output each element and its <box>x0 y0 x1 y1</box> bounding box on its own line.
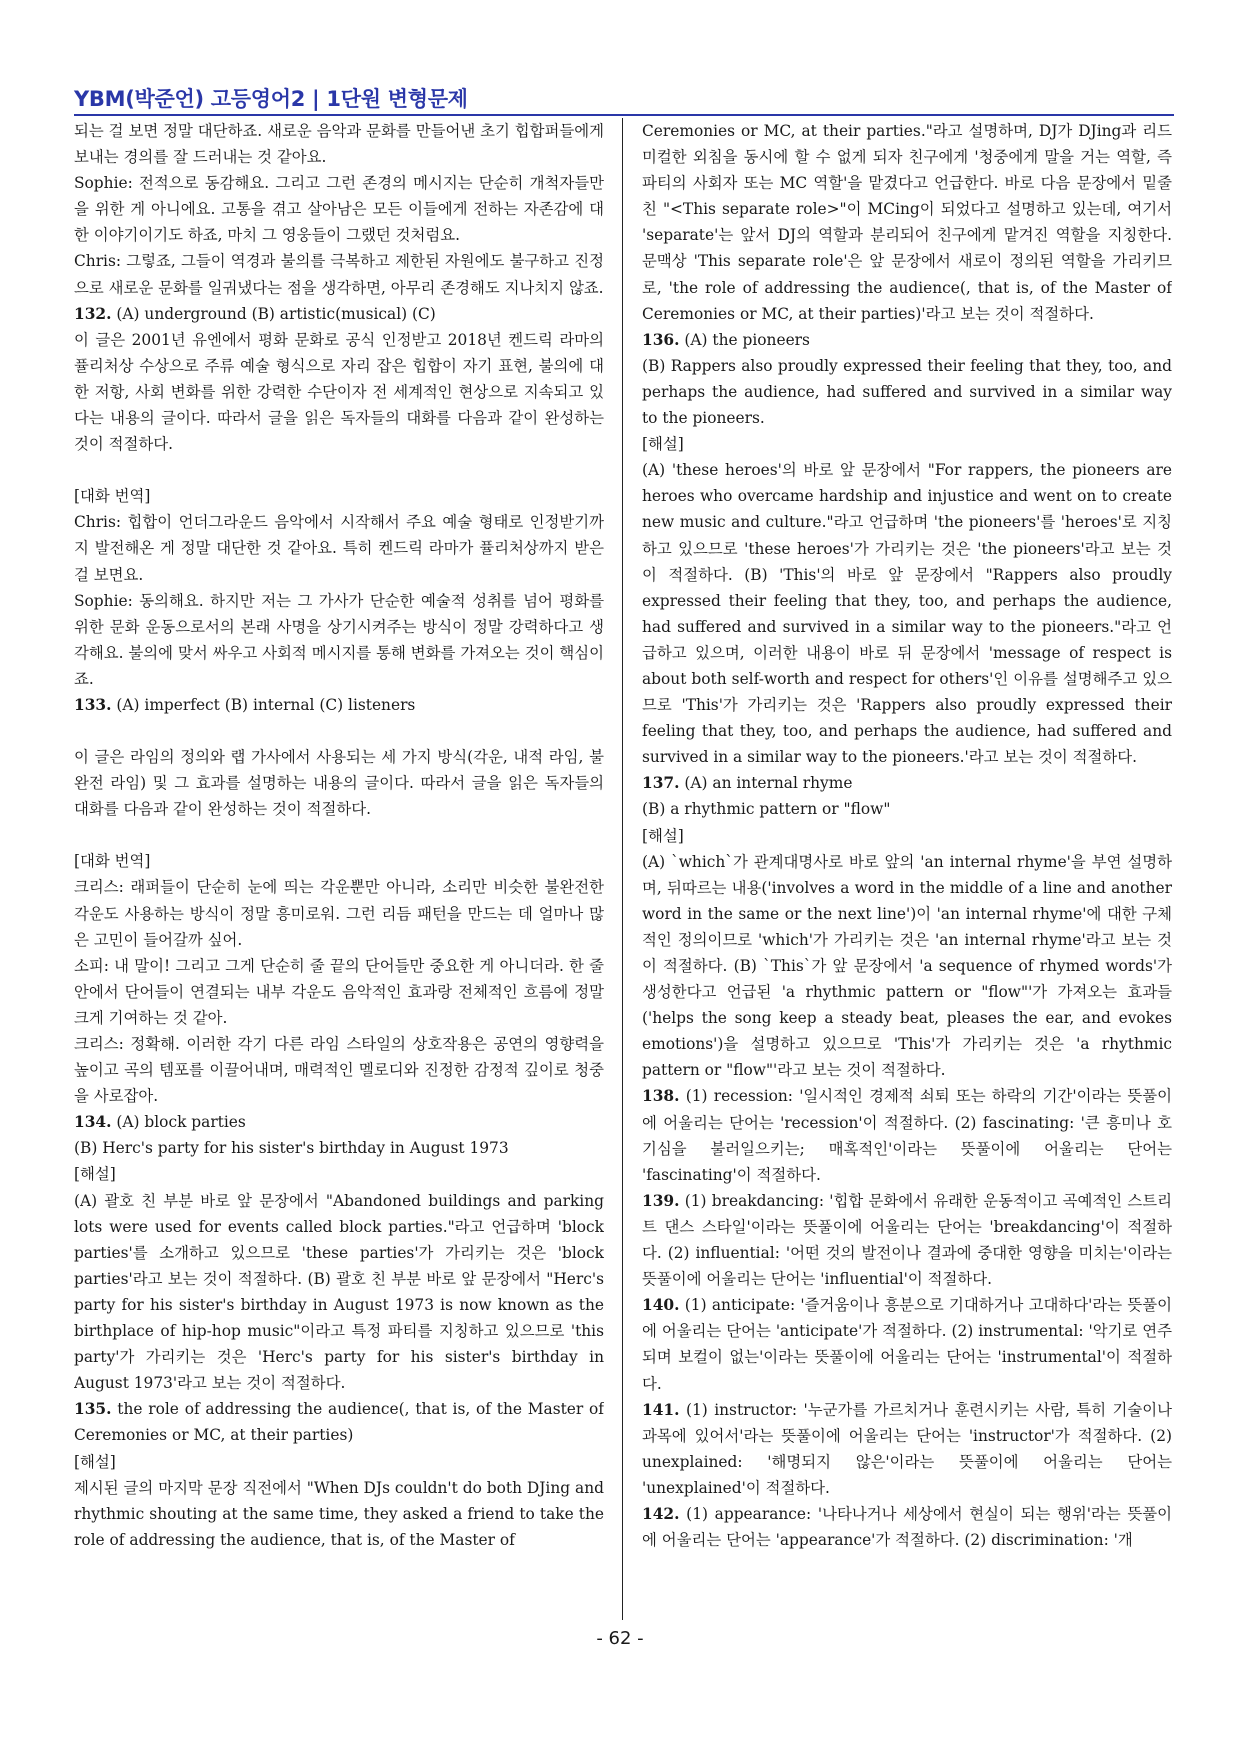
right-column <box>642 118 1172 1618</box>
question-number: 141. <box>642 1400 680 1419</box>
paragraph-text: (A) 'these heroes'의 바로 앞 문장에서 "For rappers, the pioneers are heroes who overcame hardship and injustice and went on to create new music and culture."라고 언급하며 'the pioneers'를 'heroes'로 지칭하고 있으므로 'these heroes'가 가리키는 것은 'the pioneers'라고 보는 것이 적절하다. (B) 'This'의 바로 앞 문장에서 "Rappers also proudly expressed their feeling that they, too, and perhaps the audience, had suffered and survived in a similar way to the pioneers."라고 언급하고 있으며, 이러한 내용이 바로 뒤 문장에서 'message of respect is about both self-worth and respect for others'인 이유를 설명해주고 있으므로 'This'가 가리키는 것은 'Rappers also proudly expressed their feeling that they, too, and perhaps the audience, had suffered and survived in a similar way to the pioneers.'라고 보는 것이 적절하다. <box>642 461 1172 767</box>
paragraph-text: (B) Rappers also proudly expressed their feeling that they, too, and perhaps the audience, had suffered and survived in a similar way to the pioneers. <box>642 356 1172 428</box>
paragraph-text: Ceremonies or MC, at their parties."라고 설명하며, DJ가 DJing과 리드미컬한 외침을 동시에 할 수 없게 되자 친구에게 '청중에게 말을 거는 역할, 즉 파티의 사회자 또는 MC 역할'을 맡겼다고 언급한다. 바로 다음 문장에서 밑줄 친 "<This separate role>"이 MCing이 되었다고 설명하고 있는데, 여기서 'separate'는 앞서 DJ의 역할과 분리되어 친구에게 맡겨진 역할을 지칭한다. 문맥상 'This separate role'은 앞 문장에서 새로이 정의된 역할을 가리키므로, 'the role of addressing the audience(, that is, of the Master of Ceremonies or MC, at their parties)'라고 보는 것이 적절하다. <box>642 122 1172 323</box>
paragraph-text: the role of addressing the audience(, that is, of the Master of Ceremonies or MC, at their parties) <box>74 1400 604 1445</box>
answer-item <box>642 770 1172 796</box>
paragraph-text: [해설] <box>642 826 684 845</box>
left-column <box>74 118 604 1618</box>
paragraph-text: (A) `which`가 관계대명사로 바로 앞의 'an internal rhyme'을 부연 설명하며, 뒤따르는 내용('involves a word in the middle of a line and another word in the same or the next line')이 'an internal rhyme'에 대한 구체적인 정의이므로 'which'가 가리키는 것은 'an internal rhyme'라고 보는 것이 적절하다. (B) `This`가 앞 문장에서 'a sequence of rhymed words'가 생성한다고 언급된 'a rhythmic pattern or "flow"'가 가져오는 효과들('helps the song keep a steady beat, pleases the ear, and evokes emotions')을 설명하고 있으므로 'This'가 가리키는 것은 'a rhythmic pattern or "flow"'라고 보는 것이 적절하다. <box>642 852 1172 1080</box>
answer-item <box>642 1083 1172 1187</box>
question-number: 135. <box>74 1400 112 1419</box>
paragraph <box>74 1188 604 1397</box>
paragraph <box>642 431 1172 457</box>
question-number: 132. <box>74 304 112 323</box>
answer-item <box>642 1292 1172 1396</box>
paragraph <box>642 118 1172 327</box>
paragraph-text: (B) Herc's party for his sister's birthday in August 1973 <box>74 1139 509 1158</box>
paragraph-text: [대화 번역] <box>74 487 151 506</box>
paragraph-text: (1) appearance: '나타나거나 세상에서 현실이 되는 행위'라는 뜻풀이에 어울리는 단어는 'appearance'가 적절하다. (2) discrimination: '개 <box>642 1504 1172 1550</box>
paragraph-gap <box>74 718 604 744</box>
paragraph-text: (B) a rhythmic pattern or "flow" <box>642 800 891 819</box>
page-number: - 62 - <box>596 1628 644 1649</box>
paragraph-text: (1) anticipate: '즐거움이나 흥분으로 기대하거나 고대하다'라는 뜻풀이에 어울리는 단어는 'anticipate'가 적절하다. (2) instrumental: '악기로 연주되며 보컬이 없는'이라는 뜻풀이에 어울리는 단어는 'instrumental'이 적절하다. <box>642 1296 1172 1393</box>
question-number: 134. <box>74 1113 112 1132</box>
paragraph-text: 제시된 글의 마지막 문장 직전에서 "When DJs couldn't do both DJing and rhythmic shouting at the same time, they asked a friend to take the role of addressing the audience, that is, of the Master of <box>74 1478 604 1549</box>
paragraph-text: 크리스: 래퍼들이 단순히 눈에 띄는 각운뿐만 아니라, 소리만 비슷한 불완전한 각운도 사용하는 방식이 정말 흥미로워. 그런 리듬 패턴을 만드는 데 얼마나 많은 고민이 들어갈까 싶어. <box>74 878 604 949</box>
paragraph-gap <box>74 822 604 848</box>
question-number: 136. <box>642 330 680 349</box>
answer-item <box>642 1188 1172 1292</box>
question-number: 142. <box>642 1504 680 1523</box>
paragraph-text: Sophie: 동의해요. 하지만 저는 그 가사가 단순한 예술적 성취를 넘어 평화를 위한 문화 운동으로서의 본래 사명을 상기시켜주는 방식이 정말 강력하다고 생각해요. 불의에 맞서 싸우고 사회적 메시지를 통해 변화를 가져오는 것이 핵심이죠. <box>74 591 604 688</box>
paragraph-text: (A) an internal rhyme <box>679 774 853 793</box>
paragraph <box>74 1449 604 1475</box>
paragraph-text: [해설] <box>74 1452 116 1471</box>
question-number: 140. <box>642 1296 680 1315</box>
answer-item <box>74 301 604 327</box>
header-rule <box>74 114 1174 116</box>
paragraph-text: Chris: 힙합이 언더그라운드 음악에서 시작해서 주요 예술 형태로 인정받기까지 발전해온 게 정말 대단한 것 같아요. 특히 켄드릭 라마가 퓰리처상까지 받은 걸 보면요. <box>74 513 604 584</box>
paragraph-text: [대화 번역] <box>74 852 151 871</box>
paragraph-text: 이 글은 라임의 정의와 랩 가사에서 사용되는 세 가지 방식(각운, 내적 라임, 불완전 라임) 및 그 효과를 설명하는 내용의 글이다. 따라서 글을 읽은 독자들의 대화를 다음과 같이 완성하는 것이 적절하다. <box>74 748 604 819</box>
paragraph-text: (1) recession: '일시적인 경제적 쇠퇴 또는 하락의 기간'이라는 뜻풀이에 어울리는 단어는 'recession'이 적절하다. (2) fascinating: '큰 흥미나 호기심을 불러일으키는; 매혹적인'이라는 뜻풀이에 어울리는 단어는 'fascinating'이 적절하다. <box>642 1087 1172 1184</box>
paragraph-text: Sophie: 전적으로 동감해요. 그리고 그런 존경의 메시지는 단순히 개척자들만을 위한 게 아니에요. 고통을 겪고 살아남은 모든 이들에게 전하는 자존감에 대한 이야기이기도 하죠, 마치 그 영웅들이 그랬던 것처럼요. <box>74 174 604 245</box>
paragraph-text: (1) breakdancing: '힙합 문화에서 유래한 운동적이고 곡예적인 스트리트 댄스 스타일'이라는 뜻풀이에 어울리는 단어는 'breakdancing'이 적절하다. (2) influential: '어떤 것의 발전이나 결과에 중대한 영향을 미치는'이라는 뜻풀이에 어울리는 단어는 'influential'이 적절하다. <box>642 1191 1172 1289</box>
paragraph-text: (A) 괄호 친 부분 바로 앞 문장에서 "Abandoned buildings and parking lots were used for events called block parties."라고 언급하며 'block parties'를 소개하고 있으므로 'these parties'가 가리키는 것은 'block parties'라고 보는 것이 적절하다. (B) 괄호 친 부분 바로 앞 문장에서 "Herc's party for his sister's birthday in August 1973 is now known as the birthplace of hip-hop music"이라고 특정 파티를 지칭하고 있으므로 'this party'가 가리키는 것은 'Herc's party for his sister's birthday in August 1973'라고 보는 것이 적절하다. <box>74 1191 604 1393</box>
paragraph <box>642 457 1172 770</box>
paragraph <box>74 248 604 300</box>
paragraph <box>74 1475 604 1553</box>
answer-item <box>74 692 604 718</box>
paragraph <box>74 953 604 1031</box>
paragraph <box>74 744 604 822</box>
paragraph-text: [해설] <box>74 1165 116 1184</box>
answer-item <box>642 327 1172 353</box>
answer-item <box>642 1397 1172 1501</box>
paragraph-text: 되는 걸 보면 정말 대단하죠. 새로운 음악과 문화를 만들어낸 초기 힙합퍼들에게 보내는 경의를 잘 드러내는 것 같아요. <box>74 122 604 167</box>
paragraph <box>74 483 604 509</box>
question-number: 133. <box>74 695 112 714</box>
answer-item <box>74 1109 604 1135</box>
paragraph <box>74 509 604 587</box>
question-number: 138. <box>642 1087 680 1106</box>
paragraph <box>74 118 604 170</box>
paragraph-text: 크리스: 정확해. 이러한 각기 다른 라임 스타일의 상호작용은 공연의 영향력을 높이고 곡의 템포를 이끌어내며, 매력적인 멜로디와 진정한 감정적 깊이로 청중을 사로잡아. <box>74 1035 604 1106</box>
column-divider <box>622 118 623 1620</box>
paragraph <box>642 796 1172 822</box>
paragraph-text: [해설] <box>642 435 684 454</box>
question-number: 137. <box>642 774 680 793</box>
paragraph <box>74 327 604 457</box>
paragraph <box>74 1135 604 1161</box>
page-header <box>74 86 1174 112</box>
paragraph-text: 소피: 내 말이! 그리고 그게 단순히 줄 끝의 단어들만 중요한 게 아니더라. 한 줄 안에서 단어들이 연결되는 내부 각운도 음악적인 효과랑 전체적인 흐름에 정말 크게 기여하는 것 같아. <box>74 956 604 1027</box>
paragraph-text: Chris: 그렇죠, 그들이 역경과 불의를 극복하고 제한된 자원에도 불구하고 진정으로 새로운 문화를 일궈냈다는 점을 생각하면, 아무리 존경해도 지나치지 않죠. <box>74 252 604 297</box>
answer-item <box>74 1396 604 1448</box>
paragraph <box>642 849 1172 1084</box>
paragraph <box>74 170 604 248</box>
paragraph-text: (A) block parties <box>111 1113 246 1132</box>
paragraph-text: (A) underground (B) artistic(musical) (C) <box>111 304 436 323</box>
paragraph-text: (A) the pioneers <box>679 330 810 349</box>
paragraph <box>74 588 604 692</box>
paragraph-text: (1) instructor: '누군가를 가르치거나 훈련시키는 사람, 특히 기술이나 과목에 있어서'라는 뜻풀이에 어울리는 단어는 'instructor'가 적절하다. (2) unexplained: '해명되지 않은'이라는 뜻풀이에 어울리는 단어는 'unexplained'이 적절하다. <box>642 1400 1172 1497</box>
paragraph <box>74 1161 604 1187</box>
paragraph-gap <box>74 457 604 483</box>
paragraph <box>642 823 1172 849</box>
paragraph-text: 이 글은 2001년 유엔에서 평화 문화로 공식 인정받고 2018년 켄드릭 라마의 퓰리처상 수상으로 주류 예술 형식으로 자리 잡은 힙합이 자기 표현, 불의에 대한 저항, 사회 변화를 위한 강력한 수단이자 전 세계적인 현상으로 지속되고 있다는 내용의 글이다. 따라서 글을 읽은 독자들의 대화를 다음과 같이 완성하는 것이 적절하다. <box>74 330 604 454</box>
paragraph <box>642 353 1172 431</box>
paragraph <box>74 874 604 952</box>
paragraph <box>74 848 604 874</box>
page-title: YBM(박준언) 고등영어2 | 1단원 변형문제 <box>74 87 468 111</box>
paragraph-text: (A) imperfect (B) internal (C) listeners <box>111 695 416 714</box>
answer-item <box>642 1501 1172 1553</box>
question-number: 139. <box>642 1191 680 1210</box>
paragraph <box>74 1031 604 1109</box>
